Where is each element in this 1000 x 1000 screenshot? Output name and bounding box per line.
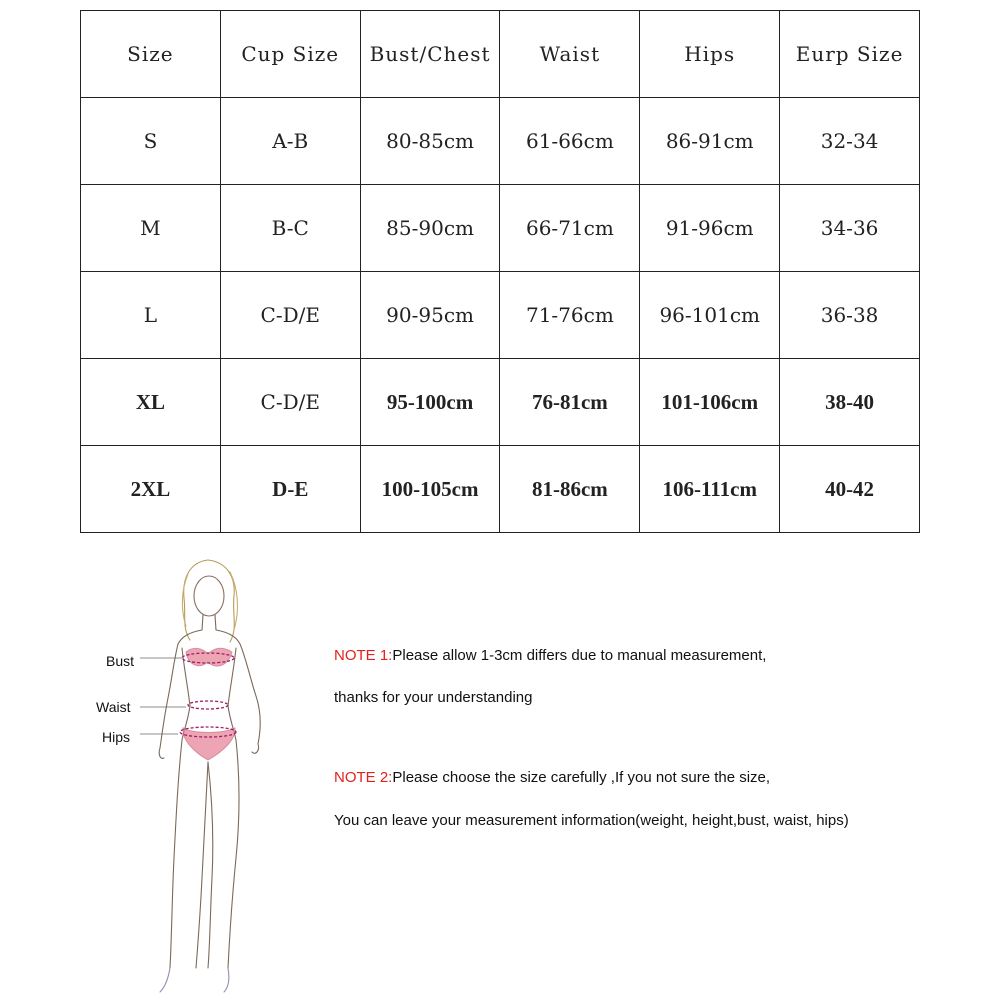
cell-waist: 71-76cm [500,272,640,359]
note-1-label: NOTE 1: [334,647,393,664]
header-size: Size [81,11,221,98]
table-row [81,359,920,446]
hips-label: Hips [102,729,131,745]
bust-label: Bust [106,653,135,669]
cell-cup-size: A-B [220,98,360,185]
note-1-text: Please allow 1-3cm differs due to manual measurement, [392,647,767,664]
header-hips: Hips [640,11,780,98]
table-row [81,185,920,272]
note-1-continued: thanks for your understanding [334,689,533,706]
note-1 [334,647,766,664]
cell-size: XL [81,359,221,446]
table-header-row [81,11,920,98]
cell-size: 2XL [81,446,221,533]
cell-eurp-size: 36-38 [780,272,920,359]
header-waist: Waist [500,11,640,98]
cell-cup-size: C-D/E [220,359,360,446]
cell-eurp-size: 32-34 [780,98,920,185]
cell-bust: 80-85cm [360,98,500,185]
cell-hips: 106-111cm [640,446,780,533]
cell-waist: 76-81cm [500,359,640,446]
table-row [81,272,920,359]
cell-cup-size: B-C [220,185,360,272]
note-2-label: NOTE 2: [334,769,393,786]
header-bust-chest: Bust/Chest [360,11,500,98]
waist-label: Waist [96,699,131,715]
note-2-continued: You can leave your measurement information(weight, height,bust, waist, hips) [334,812,849,829]
cell-eurp-size: 40-42 [780,446,920,533]
table-row [81,446,920,533]
note-2-text: Please choose the size carefully ,If you not sure the size, [392,769,771,786]
header-cup-size: Cup Size [220,11,360,98]
cell-cup-size: C-D/E [220,272,360,359]
cell-bust: 90-95cm [360,272,500,359]
cell-size: M [81,185,221,272]
cell-hips: 96-101cm [640,272,780,359]
cell-eurp-size: 38-40 [780,359,920,446]
cell-hips: 101-106cm [640,359,780,446]
cell-hips: 91-96cm [640,185,780,272]
cell-bust: 95-100cm [360,359,500,446]
note-2 [334,769,770,786]
cell-waist: 66-71cm [500,185,640,272]
cell-cup-size: D-E [220,446,360,533]
cell-size: S [81,98,221,185]
size-chart-table [80,10,920,533]
cell-bust: 100-105cm [360,446,500,533]
cell-size: L [81,272,221,359]
cell-bust: 85-90cm [360,185,500,272]
header-eurp-size: Eurp Size [780,11,920,98]
cell-eurp-size: 34-36 [780,185,920,272]
cell-waist: 81-86cm [500,446,640,533]
cell-hips: 86-91cm [640,98,780,185]
table-row [81,98,920,185]
cell-waist: 61-66cm [500,98,640,185]
measurement-figure-illustration [90,548,320,998]
